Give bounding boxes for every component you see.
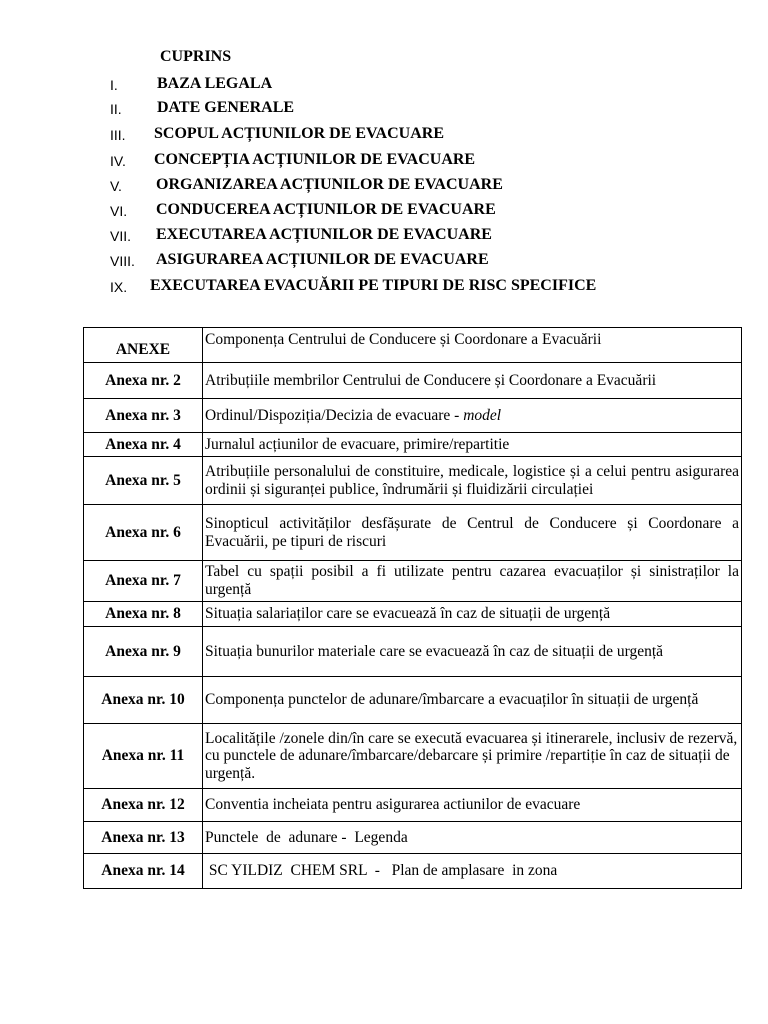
toc-item-text: ORGANIZAREA ACȚIUNILOR DE EVACUARE (156, 176, 503, 193)
annex-label: Anexa nr. 6 (84, 505, 203, 561)
toc-item-text: ASIGURAREA ACȚIUNILOR DE EVACUARE (156, 251, 489, 268)
toc-item-number: VII. (110, 228, 132, 244)
toc-item-number: IV. (110, 153, 126, 169)
annex-description (203, 561, 742, 602)
toc-item-text: CONCEPȚIA ACȚIUNILOR DE EVACUARE (154, 151, 476, 168)
table-row (84, 457, 742, 505)
toc-item-number: I. (110, 77, 118, 93)
annex-description-text: Ordinul/Dispoziția/Decizia de evacuare - (205, 406, 464, 424)
toc-item-text: SCOPUL ACȚIUNILOR DE EVACUARE (154, 125, 444, 142)
toc-item-text: CONDUCEREA ACȚIUNILOR DE EVACUARE (156, 201, 496, 218)
toc-item-text: EXECUTAREA ACȚIUNILOR DE EVACUARE (156, 226, 492, 243)
annex-label: Anexa nr. 10 (84, 677, 203, 724)
annex-label: Anexa nr. 7 (84, 561, 203, 602)
annex-description: Situația salariaților care se evacuează în caz de situații de urgență (203, 602, 742, 627)
toc-title: CUPRINS (160, 48, 232, 65)
annex-description: Punctele de adunare - Legenda (203, 822, 742, 854)
annex-label: Anexa nr. 13 (84, 822, 203, 854)
table-row (84, 433, 742, 457)
toc-item-text: DATE GENERALE (157, 99, 295, 116)
annex-description: Atribuțiile personalului de constituire, medicale, logistice și a celui pentru asigurarea ordinii și siguranței publice, îndrumării și fluidizării circulației (203, 457, 742, 505)
toc-item-number: III. (110, 127, 126, 143)
toc-item-number: II. (110, 101, 122, 117)
table-row (84, 399, 742, 433)
annex-label: Anexa nr. 3 (84, 399, 203, 433)
toc-item-number: IX. (110, 279, 128, 295)
toc-item-number: V. (110, 178, 122, 194)
annex-label: Anexa nr. 14 (84, 854, 203, 889)
annex-label: Anexa nr. 5 (84, 457, 203, 505)
table-row (84, 505, 742, 561)
annex-description: Situația bunurilor materiale care se evacuează în caz de situații de urgență (203, 627, 742, 677)
annex-description: Componența Centrului de Conducere și Coordonare a Evacuării (203, 328, 742, 363)
annex-label-cell (84, 328, 203, 363)
annex-description-text: Tabel cu spații posibil a fi utilizate pentru cazarea evacuaților și sinistraților la urgență (205, 563, 739, 598)
annex-label: ANEXE (115, 341, 171, 359)
annex-description: SC YILDIZ CHEM SRL - Plan de amplasare in zona (203, 854, 742, 889)
table-row (84, 789, 742, 822)
table-row (84, 627, 742, 677)
table-row (84, 561, 742, 602)
table-row (84, 328, 742, 363)
table-row (84, 854, 742, 889)
annex-description-emphasis: model (463, 406, 502, 424)
table-row (84, 363, 742, 399)
annex-table (83, 327, 742, 889)
annex-label: Anexa nr. 4 (84, 433, 203, 457)
annex-description: Jurnalul acțiunilor de evacuare, primire/repartitie (203, 433, 742, 457)
toc-item-text: BAZA LEGALA (157, 75, 273, 92)
table-row (84, 822, 742, 854)
table-row (84, 724, 742, 789)
annex-description: Sinopticul activităților desfășurate de Centrul de Conducere și Coordonare a Evacuării, pe tipuri de riscuri (203, 505, 742, 561)
toc-item-text: EXECUTAREA EVACUĂRII PE TIPURI DE RISC SPECIFICE (150, 277, 597, 294)
table-row (84, 677, 742, 724)
annex-label: Anexa nr. 8 (84, 602, 203, 627)
annex-description: Componența punctelor de adunare/îmbarcare a evacuaților în situații de urgență (203, 677, 742, 724)
annex-label: Anexa nr. 12 (84, 789, 203, 822)
annex-description: Atribuțiile membrilor Centrului de Conducere și Coordonare a Evacuării (203, 363, 742, 399)
annex-label: Anexa nr. 11 (84, 724, 203, 789)
table-row (84, 602, 742, 627)
toc-item-number: VIII. (110, 253, 135, 269)
annex-label: Anexa nr. 9 (84, 627, 203, 677)
annex-description: Localitățile /zonele din/în care se execută evacuarea și itinerarele, inclusiv de rezervă, cu punctele de adunare/îmbarcare/debarcare și primire /repartiție în caz de situații de urgență. (203, 724, 742, 789)
annex-label: Anexa nr. 2 (84, 363, 203, 399)
toc-item-number: VI. (110, 203, 128, 219)
annex-description: Conventia incheiata pentru asigurarea actiunilor de evacuare (203, 789, 742, 822)
annex-description (203, 399, 742, 433)
